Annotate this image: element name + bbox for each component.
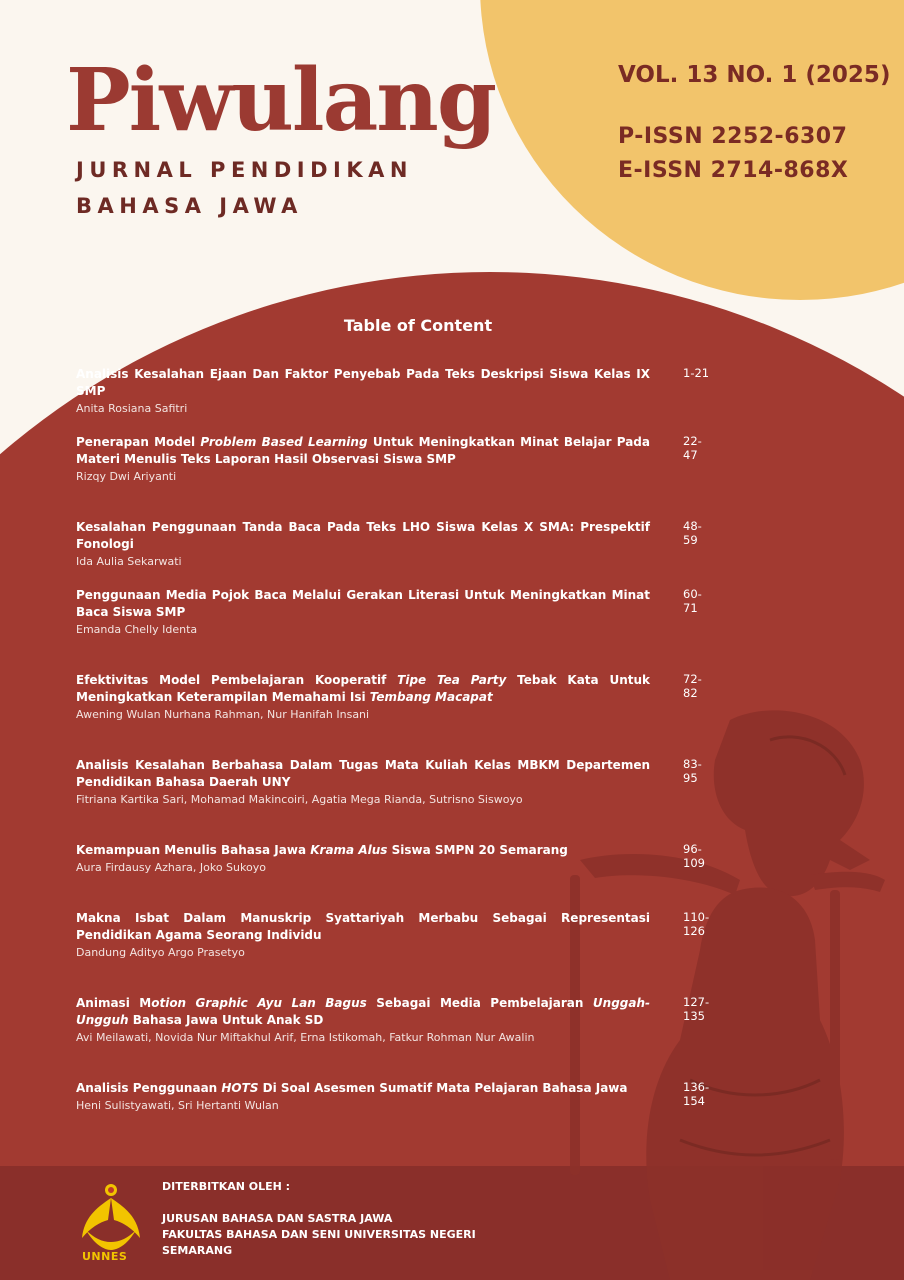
toc-entry-pages: 60-71 [683, 587, 702, 615]
toc-entry-authors: Heni Sulistyawati, Sri Hertanti Wulan [76, 1099, 279, 1112]
toc-entry-authors: Ida Aulia Sekarwati [76, 555, 182, 568]
toc-entry[interactable] [76, 910, 716, 961]
toc-entry-title[interactable]: Analisis Kesalahan Ejaan Dan Faktor Penyebab Pada Teks Deskripsi Siswa Kelas IX SMP [76, 367, 650, 398]
journal-subtitle-line2: BAHASA JAWA [76, 194, 303, 218]
toc-entry[interactable] [76, 842, 716, 876]
toc-entry-authors: Emanda Chelly Identa [76, 623, 198, 636]
toc-entry-authors: Fitriana Kartika Sari, Mohamad Makincoiri, Agatia Mega Rianda, Sutrisno Siswoyo [76, 793, 523, 806]
toc-entry[interactable] [76, 519, 716, 570]
toc-entry-title[interactable]: Makna Isbat Dalam Manuskrip Syattariyah Merbabu Sebagai Representasi Pendidikan Agama Seorang Individu [76, 911, 650, 942]
toc-entry-authors: Aura Firdausy Azhara, Joko Sukoyo [76, 861, 266, 874]
toc-entry-pages: 1-21 [683, 366, 710, 380]
publisher-line-department: JURUSAN BAHASA DAN SASTRA JAWA [162, 1212, 393, 1225]
toc-entry-title[interactable]: Penggunaan Media Pojok Baca Melalui Gerakan Literasi Untuk Meningkatkan Minat Baca Siswa SMP [76, 588, 650, 619]
sun-circle-decoration [480, 0, 904, 300]
toc-entry-pages: 22-47 [683, 434, 702, 462]
toc-entry[interactable] [76, 366, 716, 417]
toc-entry-title[interactable]: Animasi Motion Graphic Ayu Lan Bagus Sebagai Media Pembelajaran Unggah-Ungguh Bahasa Jawa Untuk Anak SD [76, 996, 651, 1027]
toc-entry-title[interactable]: Efektivitas Model Pembelajaran Kooperatif Tipe Tea Party Tebak Kata Untuk Meningkatkan Keterampilan Memahami Isi Tembang Macapat [76, 673, 651, 704]
toc-entry-title[interactable]: Analisis Kesalahan Berbahasa Dalam Tugas Mata Kuliah Kelas MBKM Departemen Pendidikan Bahasa Daerah UNY [76, 758, 650, 789]
toc-entry[interactable] [76, 434, 716, 485]
toc-entry-pages: 72-82 [683, 672, 702, 700]
toc-entry-title[interactable]: Penerapan Model Problem Based Learning Untuk Meningkatkan Minat Belajar Pada Materi Menulis Teks Laporan Hasil Observasi Siswa SMP [76, 435, 650, 466]
toc-entry-pages: 127-135 [683, 995, 710, 1023]
toc-entry-title[interactable]: Analisis Penggunaan HOTS Di Soal Asesmen Sumatif Mata Pelajaran Bahasa Jawa [76, 1081, 628, 1095]
unnes-logo-text: UNNES [82, 1250, 128, 1263]
toc-entry-authors: Anita Rosiana Safitri [76, 402, 188, 415]
publisher-line-faculty: FAKULTAS BAHASA DAN SENI UNIVERSITAS NEGERI [162, 1228, 476, 1241]
toc-entry[interactable] [76, 672, 716, 723]
toc-entry[interactable] [76, 995, 716, 1046]
toc-entry[interactable] [76, 757, 716, 808]
toc-entry-authors: Dandung Adityo Argo Prasetyo [76, 946, 245, 959]
toc-entry-title[interactable]: Kesalahan Penggunaan Tanda Baca Pada Teks LHO Siswa Kelas X SMA: Prespektif Fonologi [76, 520, 650, 551]
publisher-label: DITERBITKAN OLEH : [162, 1180, 291, 1193]
toc-entry-authors: Avi Meilawati, Novida Nur Miftakhul Arif, Erna Istikomah, Fatkur Rohman Nur Awalin [76, 1031, 535, 1044]
table-of-content-heading: Table of Content [343, 316, 493, 335]
toc-entry-authors: Rizqy Dwi Ariyanti [76, 470, 177, 483]
p-issn: P-ISSN 2252-6307 [618, 124, 848, 149]
toc-entry-title[interactable]: Kemampuan Menulis Bahasa Jawa Krama Alus Siswa SMPN 20 Semarang [76, 843, 568, 857]
toc-entry-pages: 83-95 [683, 757, 702, 785]
toc-entry-pages: 110-126 [683, 910, 710, 938]
toc-entry-pages: 48-59 [683, 519, 702, 547]
publisher-line-city: SEMARANG [162, 1244, 233, 1257]
toc-entry[interactable] [76, 1080, 716, 1114]
journal-logo-text: Piwulang [66, 50, 495, 151]
journal-subtitle-line1: JURNAL PENDIDIKAN [76, 158, 413, 182]
volume-number: VOL. 13 NO. 1 (2025) [618, 62, 891, 88]
toc-entry-authors: Awening Wulan Nurhana Rahman, Nur Hanifah Insani [76, 708, 370, 721]
toc-entry[interactable] [76, 587, 716, 638]
toc-entry-pages: 96-109 [683, 842, 705, 870]
toc-entry-pages: 136-154 [683, 1080, 710, 1108]
e-issn: E-ISSN 2714-868X [618, 158, 849, 183]
